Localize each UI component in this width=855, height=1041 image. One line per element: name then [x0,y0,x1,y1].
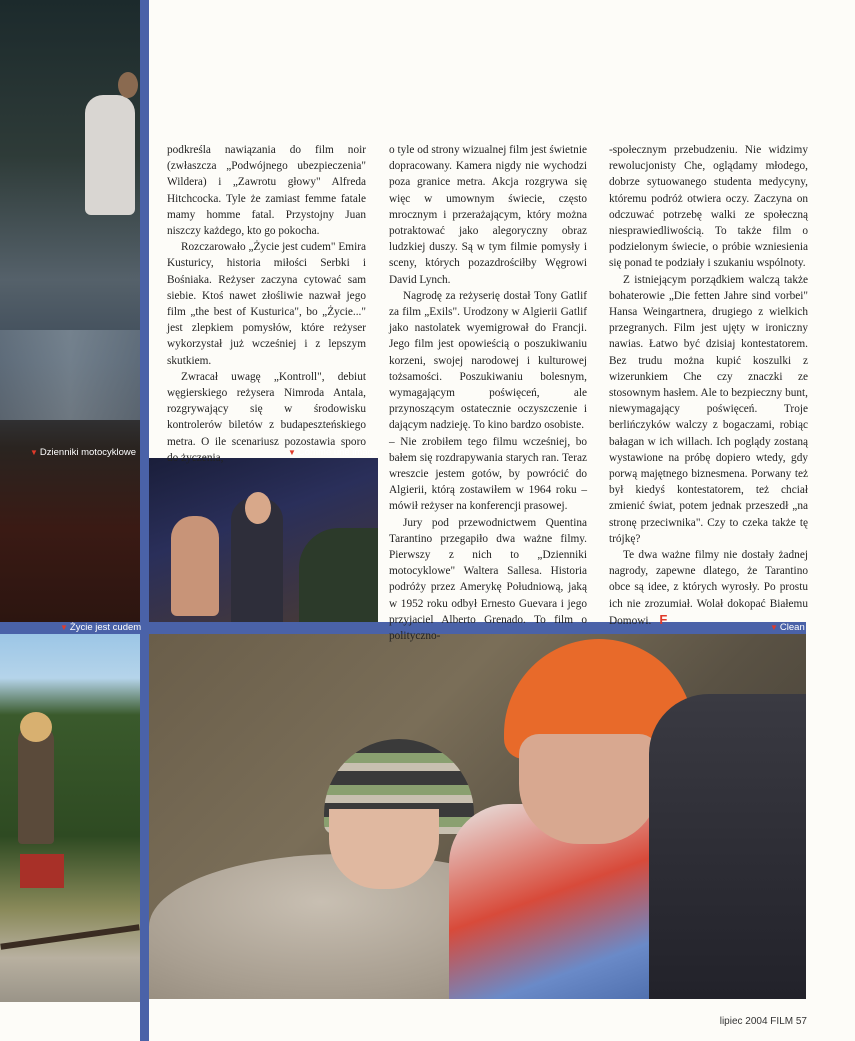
triangle-marker-icon: ▼ [288,448,296,457]
paragraph: podkreśla nawiązania do film noir (zwłaszcza „Podwójnego ubezpieczenia" Wildera) i „Zawrotu głowy" Alfreda Hitchcocka. Tyle że zamiast femme fatale mamy homme fatal. Przystojny Juan niszczy każdego, kto go pokocha. [167,144,366,238]
paragraph [609,547,808,629]
caption-clean: ▼ Clean [770,622,805,633]
paragraph: – Nie zrobiłem tego filmu wcześniej, bo bałem się rozdrapywania starych ran. Teraz wreszcie jestem gotów, by powrócić do Algierii, którą zostawiłem w 1964 roku – mówił reżyser na konferencji prasowej. [389,435,587,513]
caption-comme-une-image: ▼ Comme une image [288,447,379,458]
text-column-2 [389,142,587,644]
figure-woman-white-top [171,516,219,616]
paragraph: Z istniejącym porządkiem walczą także bohaterowie „Die fetten Jahre sind vorbei" Hansa Weingartnera, drugiego z wielkich przegranych. Film jest ujęty w ironiczny nawias. Łatwo być dzisiaj kontestatorem. Bez trudu można kupić koszulki z wizerunkiem Che czy znaczki ze stosownym hasłem. Ale to bezpieczny bunt, niewymagający poświęceń. Troje berlińczyków walczy z bogaczami, robiąc bałagan w ich willach. Ich poglądy zostaną wystawione na próbę dopiero wtedy, gdy porwą majętnego biznesmena. Porwany też był kiedyś kontestatorem, też chciał zmienić świat, potem jednak przeszedł „na stronę przeciwnika". Czy to czeka także tę trójkę? [609,273,808,545]
figure-green-shoulder [299,528,378,622]
page-folio: lipiec 2004 FILM 57 [719,1016,807,1027]
figure-man-face [245,492,271,524]
triangle-marker-icon: ▼ [60,623,68,632]
end-mark-icon: F [659,611,668,627]
rail-track [0,924,139,949]
figure-man-white-shirt [85,95,135,215]
paragraph: Nagrodę za reżyserię dostał Tony Gatlif za film „Exils". Urodzony w Algierii Gatlif jako nastolatek wyemigrował do Francji. Jego film jest opowieścią o poszukiwaniu korzeni, swojej narodowej i kulturowej tożsamości. Poszukiwaniu bolesnym, wymagającym poświęceń, ale przynoszącym ostatecznie oczyszczenie i dającym nadzieję. To kino bardzo osobiste. [389,289,587,432]
triangle-marker-icon: ▼ [30,448,38,457]
figure-woman-blonde [18,724,54,844]
photo-comme-une-image [149,458,378,622]
paragraph: Rozczarowało „Życie jest cudem" Emira Kusturicy, historia miłości Serbki i Bośniaka. Reżyser zaczyna cytować sam siebie. Ktoś nawet złośliwie nazwał jego film „the best of Kusturica", bo „Życie..." jest zlepkiem pomysłów, które reżyser wykorzystał już wcześniej i z lepszym skutkiem. [167,241,366,367]
blue-divider-vertical [140,0,149,1041]
caption-dzienniki-motocyklowe: ▼ Dzienniki motocyklowe [30,447,137,458]
woman-face [519,734,659,844]
caption-zycie-jest-cudem: ▼ Życie jest cudem [60,622,142,633]
photo-dzienniki-motocyklowe [0,0,140,622]
paragraph: Zwracał uwagę „Kontroll", debiut węgierskiego reżysera Nimroda Antala, rozgrywający się w środowisku kontrolerów biletów z budapeszteńskiego metra. O ile scenariusz pozostawia sporo do życzenia, [167,370,366,464]
figure-head [118,72,138,98]
triangle-marker-icon: ▼ [770,623,778,632]
red-cart [20,854,64,888]
paragraph: -społecznym przebudzeniu. Nie widzimy rewolucjonisty Che, oglądamy młodego, dobrze sytuowanego studenta medycyny, któremu podróż otwiera oczy. Zaczyna on odczuwać potrzebę walki ze społeczną niesprawiedliwością. To także film o podzielonym świecie, o próbie wzniesienia się ponad te podziały i szukaniu wspólnoty. [609,144,808,270]
text-column-3 [609,142,808,629]
closing-paragraph-text: Te dwa ważne filmy nie dostały żadnej nagrody, zapewne dlatego, że Tarantino obce są idee, z których wyrosły. Po prostu ich nie zrozumiał. Wolał dokopać Białemu Domowi. [609,549,808,627]
woman-dark-jacket [649,694,806,999]
photo-zycie-jest-cudem [0,634,140,1002]
figure-woman-hair [20,712,52,742]
motion-blur-band [0,330,140,420]
paragraph: o tyle od strony wizualnej film jest świetnie dopracowany. Kamera nigdy nie wychodzi poza granice metra. Akcja rozgrywa się więc w umownym świecie, często mrocznym i przerażającym, który można potraktować jako alegoryczny obraz ludzkiej duszy. Są w tym filmie pomysły i sceny, których pozazdrościłby Węgrowi David Lynch. [389,144,587,286]
photo-clean [149,634,806,999]
text-column-1 [167,142,366,466]
paragraph: Jury pod przewodnictwem Quentina Tarantino przegapiło dwa ważne filmy. Pierwszy z nich to „Dzienniki motocyklowe" Waltera Sallesa. Historia podróży przez Amerykę Południową, jaką w 1952 roku odbył Ernesto Guevara i jego przyjaciel Alberto Grenado. To film o polityczno- [389,516,587,643]
